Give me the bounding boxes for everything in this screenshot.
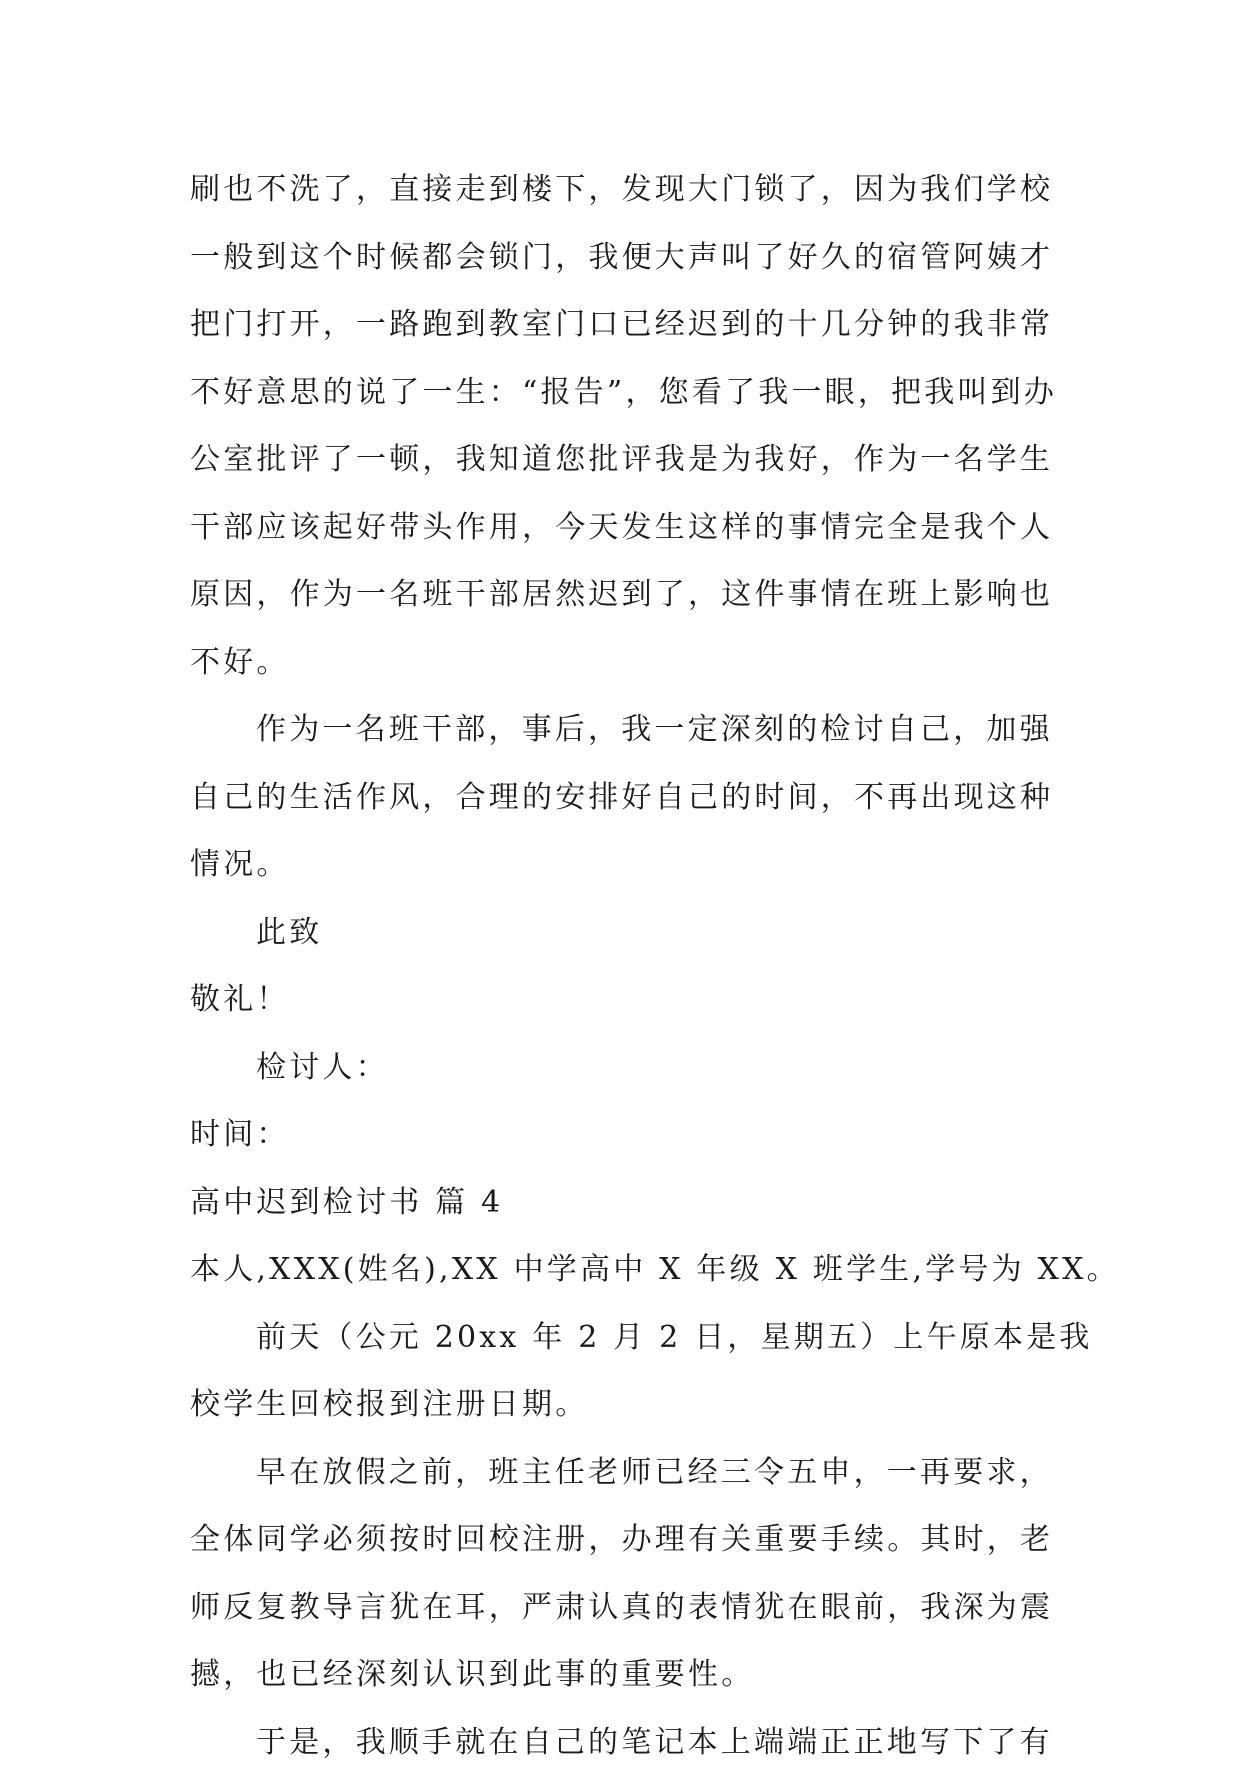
paragraph-start-line: 早在放假之前，班主任老师已经三令五申，一再要求，: [190, 1439, 1050, 1507]
text-line: 校学生回校报到注册日期。: [190, 1371, 1050, 1439]
closing-salutation: 此致: [190, 899, 1050, 967]
text-line: 把门打开，一路跑到教室门口已经迟到的十几分钟的我非常: [190, 291, 1050, 359]
text-line: 撼，也已经深刻认识到此事的重要性。: [190, 1641, 1050, 1709]
text-line: 一般到这个时候都会锁门，我便大声叫了好久的宿管阿姨才: [190, 224, 1050, 292]
paragraph-start-line: 作为一名班干部，事后，我一定深刻的检讨自己，加强: [190, 696, 1050, 764]
closing-regards: 敬礼！: [190, 966, 1050, 1034]
section-heading: 高中迟到检讨书 篇 4: [190, 1169, 1050, 1237]
date-label: 时间：: [190, 1101, 1050, 1169]
paragraph-start-line: 于是，我顺手就在自己的笔记本上端端正正地写下了有: [190, 1709, 1050, 1776]
signature-label: 检讨人：: [190, 1034, 1050, 1102]
text-line: 全体同学必须按时回校注册，办理有关重要手续。其时，老: [190, 1506, 1050, 1574]
text-line: 不好。: [190, 629, 1050, 697]
text-line: 自己的生活作风，合理的安排好自己的时间，不再出现这种: [190, 764, 1050, 832]
text-line: 公室批评了一顿，我知道您批评我是为我好，作为一名学生: [190, 426, 1050, 494]
text-line: 本人,XXX(姓名),XX 中学高中 X 年级 X 班学生,学号为 XX。: [190, 1236, 1050, 1304]
paragraph-start-line: 前天（公元 20xx 年 2 月 2 日，星期五）上午原本是我: [190, 1304, 1050, 1372]
text-line: 不好意思的说了一生：“报告”，您看了我一眼，把我叫到办: [190, 359, 1050, 427]
text-line: 情况。: [190, 831, 1050, 899]
text-line: 原因，作为一名班干部居然迟到了，这件事情在班上影响也: [190, 561, 1050, 629]
text-line: 干部应该起好带头作用，今天发生这样的事情完全是我个人: [190, 494, 1050, 562]
text-line: 师反复教导言犹在耳，严肃认真的表情犹在眼前，我深为震: [190, 1574, 1050, 1642]
document-body: [190, 156, 1050, 1776]
text-line: 刷也不洗了，直接走到楼下，发现大门锁了，因为我们学校: [190, 156, 1050, 224]
